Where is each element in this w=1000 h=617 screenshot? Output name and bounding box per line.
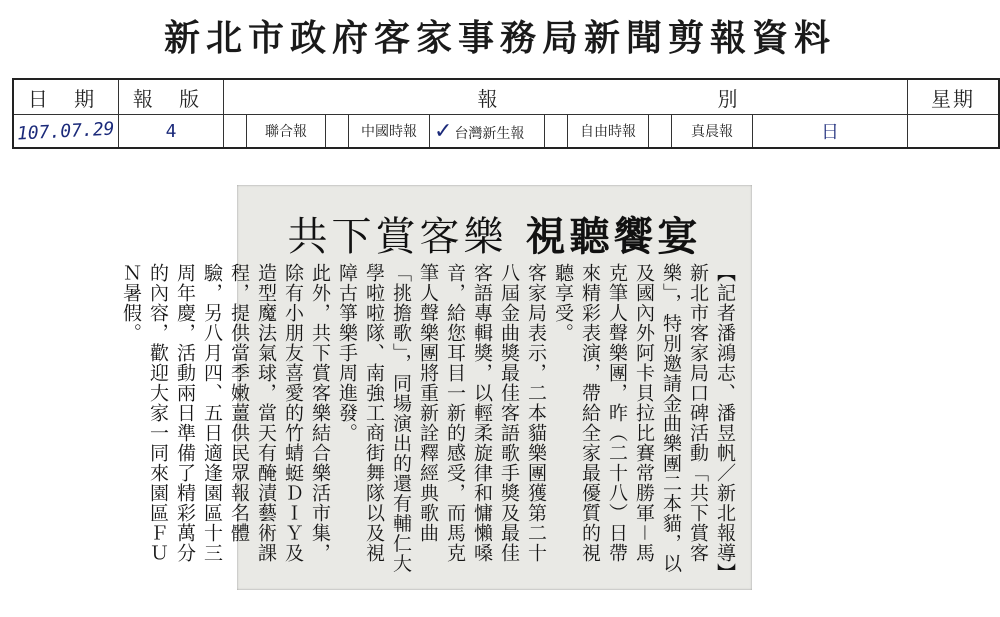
edition-value: 4 [119, 115, 224, 149]
checkbox-cell [649, 115, 672, 149]
table-header-row [13, 79, 999, 115]
headline-left: 共下賞客樂 [287, 214, 508, 260]
edition-header: 報 版 [119, 79, 224, 115]
article-paragraph: 此外，共下賞客樂結合樂活市集，除有小朋友喜愛的竹蜻蜓ＤＩＹ及造型魔法氣球，當天有醃漬藝術課程，提供當季嫩薑供民眾報名體驗，另八月四、五日適逢園區十三周年慶，活動兩日準備了精彩萬分的內容，歡迎大家一同來園區ＦＵＮ暑假。 [120, 263, 331, 563]
date-value: 107.07.29 [13, 115, 119, 149]
weekday-header: 星期 [908, 79, 1000, 115]
clipping-info-table [12, 78, 1000, 149]
newspaper-cell: 自由時報 [568, 115, 649, 149]
page-title: 新北市政府客家事務局新聞剪報資料 [163, 18, 836, 59]
date-header: 日 期 [13, 79, 119, 115]
clipping-headline [247, 205, 742, 262]
weekday-value: 日 [753, 115, 908, 149]
newspaper-cell: 中國時報 [349, 115, 430, 149]
article-body [120, 263, 738, 575]
paper-header-right: 別 [568, 79, 908, 115]
newspaper-cell: 真晨報 [672, 115, 753, 149]
check-mark-icon: ✓ [434, 118, 453, 144]
checkbox-cell [545, 115, 568, 149]
article-paragraph: 【記者潘鴻志、潘昱帆／新北報導】新北市客家局口碑活動「共下賞客樂」，特別邀請金曲樂團二本貓，以及國內外阿卡貝拉比賽常勝軍－馬克筆人聲樂團，昨（二十八）日帶來精彩表演，帶給全家最優質的視聽享受。 [552, 263, 736, 574]
checkbox-cell [326, 115, 349, 149]
table-value-row [13, 115, 999, 149]
headline-right: 視聽饗宴 [525, 214, 702, 260]
checkbox-cell [224, 115, 247, 149]
article-paragraph: 客家局表示，二本貓樂團獲第二十八屆金曲獎最佳客語歌手獎及最佳客語專輯獎，以輕柔旋律和慵懶嗓音，給您耳目一新的感受，而馬克筆人聲樂團將重新詮釋經典歌曲「挑擔歌」，同場演出的還有輔仁大學啦啦隊、南強工商街舞隊以及視障古箏樂手周進發。 [336, 263, 547, 574]
paper-header-left: 報 [224, 79, 568, 115]
newspaper-cell-selected: ✓ 台灣新生報 [430, 115, 545, 149]
newspaper-clipping [120, 185, 752, 590]
newspaper-cell: 聯合報 [247, 115, 326, 149]
